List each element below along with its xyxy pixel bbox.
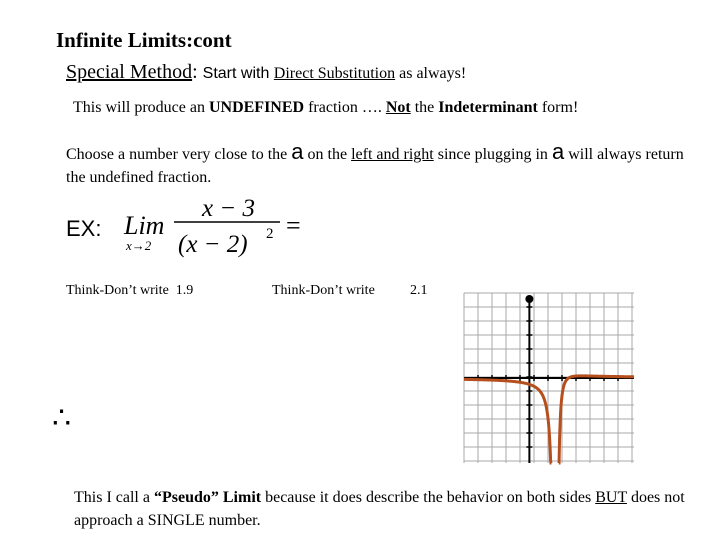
lim-approach: x→2: [126, 238, 152, 253]
pseudo-limit-paragraph: [74, 486, 694, 532]
example-label: EX:: [66, 216, 102, 241]
slide-title: Infinite Limits:cont: [56, 28, 232, 52]
think-left-label: Think-Don’t write: [66, 283, 169, 298]
undefined-line: [73, 99, 578, 117]
but-word: BUT: [595, 489, 627, 506]
function-graph: [460, 290, 638, 466]
undefined-p3: the: [410, 99, 439, 116]
y-axis-arrow-tip: [525, 295, 533, 303]
undefined-p2: fraction ….: [304, 99, 386, 116]
choose-paragraph: [66, 140, 706, 189]
formula-denominator: (x − 2): [178, 231, 248, 258]
undefined-p4: form!: [537, 99, 579, 116]
equals-sign: =: [286, 211, 301, 240]
choose-a-1: a: [291, 139, 304, 164]
therefore-symbol: ∴: [52, 402, 72, 435]
pseudo-limit-term: “Pseudo” Limit: [153, 489, 262, 506]
choose-p3: since plugging in: [433, 146, 552, 163]
special-method-label: Special Method: [66, 61, 193, 83]
undefined-p1: This will produce an: [73, 99, 209, 116]
choose-a-2: a: [551, 139, 565, 164]
special-method-line: [66, 61, 466, 84]
choose-p1: Choose a number very close to the: [66, 146, 292, 163]
pseudo-p1: This I call a: [74, 489, 154, 506]
left-and-right-text: left and right: [351, 146, 434, 163]
choose-p2: on the: [303, 146, 352, 163]
formula-numerator: x − 3: [202, 195, 255, 222]
curve-left-branch: [464, 379, 551, 463]
think-right-value: 2.1: [410, 283, 428, 298]
think-left: [66, 283, 193, 299]
special-start-text: Start with: [202, 65, 274, 82]
special-rest-text: as always!: [395, 65, 467, 82]
not-word: Not: [385, 99, 411, 116]
lim-text: Lim: [124, 211, 165, 240]
think-left-value: 1.9: [175, 283, 194, 298]
pseudo-p3: does not approach a SINGLE number.: [74, 489, 685, 529]
special-colon: :: [192, 61, 203, 83]
pseudo-p2: because it does describe the behavior on both sides: [261, 489, 596, 506]
undefined-word: UNDEFINED: [208, 99, 305, 116]
choose-p4: will always return the undefined fraction.: [66, 146, 684, 186]
formula-exponent: 2: [266, 226, 274, 242]
direct-substitution-text: Direct Substitution: [273, 65, 396, 82]
think-right-label: Think-Don’t write: [272, 283, 375, 298]
limit-formula: [122, 192, 322, 264]
indeterminant-word: Indeterminant: [438, 99, 538, 116]
